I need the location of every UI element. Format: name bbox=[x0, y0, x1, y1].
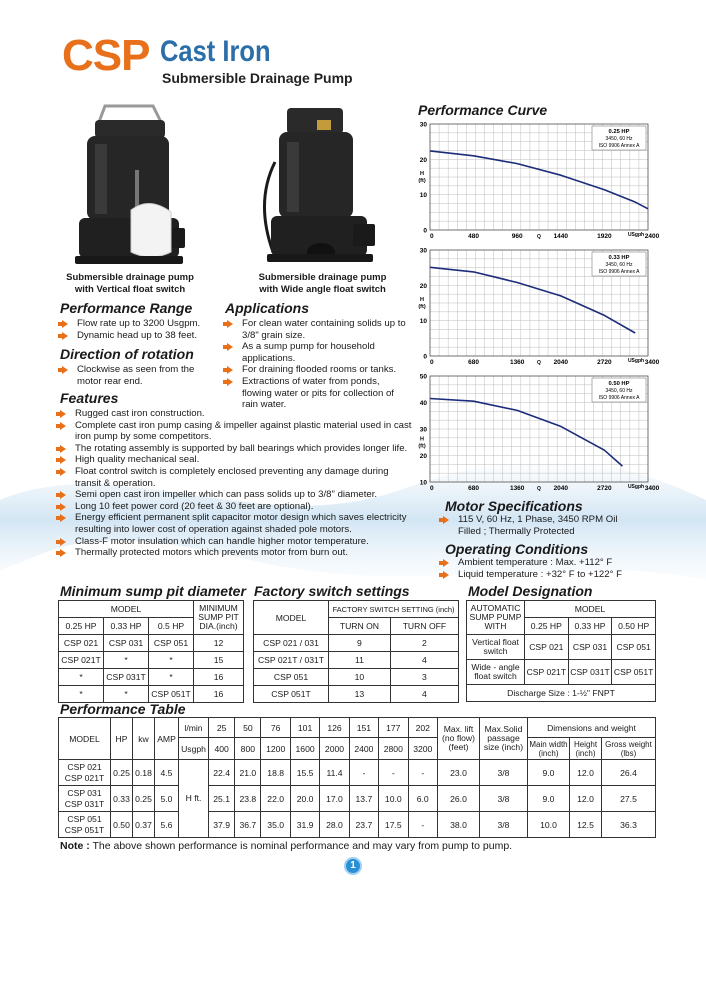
table-cell: 23.7 bbox=[349, 812, 378, 838]
x-tick-label: 960 bbox=[511, 233, 523, 240]
table-cell: 20.0 bbox=[290, 786, 319, 812]
table-cell: 36.7 bbox=[235, 812, 261, 838]
model-name: CSP 051 bbox=[67, 813, 102, 824]
perf-kw-header: kw bbox=[133, 718, 155, 760]
lmin-cell: 177 bbox=[379, 718, 408, 738]
y-axis-unit: (ft) bbox=[418, 304, 426, 310]
table-cell: 13.7 bbox=[349, 786, 378, 812]
table-row bbox=[59, 786, 656, 812]
x-tick-label: 0 bbox=[430, 233, 434, 240]
table-cell: * bbox=[59, 686, 104, 703]
product-subtitle: Submersible Drainage Pump bbox=[162, 70, 353, 86]
designation-col-header: 0.33 HP bbox=[568, 618, 612, 635]
applications-list bbox=[225, 318, 410, 411]
performance-table-heading: Performance Table bbox=[60, 701, 186, 717]
usgph-cell: 1600 bbox=[290, 738, 319, 760]
table-cell: 17.0 bbox=[320, 786, 349, 812]
table-cell: Wide - angle float switch bbox=[467, 660, 525, 685]
table-cell: 9.0 bbox=[528, 786, 570, 812]
legend-line: 0.33 HP bbox=[608, 255, 630, 261]
table-cell: CSP 021 / 031 bbox=[254, 635, 329, 652]
table-cell: * bbox=[104, 686, 149, 703]
table-cell: 12.5 bbox=[570, 812, 602, 838]
table-cell: 11 bbox=[329, 652, 391, 669]
list-item: Rugged cast iron construction. bbox=[58, 408, 415, 420]
conditions-heading: Operating Conditions bbox=[445, 541, 589, 557]
perf-width-header: Main width (inch) bbox=[529, 739, 568, 758]
perf-weight-header: Gross weight (lbs) bbox=[602, 738, 656, 760]
performance-curve-line bbox=[430, 267, 635, 333]
table-cell bbox=[59, 760, 111, 786]
table-cell: CSP 051T bbox=[254, 686, 329, 703]
usgph-cell: 800 bbox=[235, 738, 261, 760]
y-tick-label: 10 bbox=[419, 479, 427, 487]
table-cell: CSP 021T bbox=[525, 660, 569, 685]
list-item: Float control switch is completely enclosed preventing any damage during transit & operation. bbox=[58, 466, 415, 489]
table-cell: 23.0 bbox=[438, 760, 480, 786]
model-name: CSP 021 bbox=[67, 761, 102, 772]
page-number: 1 bbox=[344, 857, 362, 875]
table-row bbox=[467, 635, 656, 660]
legend-line: ISO 9906 Annex A bbox=[598, 269, 640, 275]
table-row bbox=[254, 635, 459, 652]
table-cell: 0.50 bbox=[111, 812, 133, 838]
table-cell: 0.25 bbox=[111, 760, 133, 786]
y-tick-label: 10 bbox=[419, 318, 427, 326]
table-row bbox=[59, 760, 656, 786]
performance-range-heading: Performance Range bbox=[60, 300, 193, 316]
table-cell: 2 bbox=[390, 635, 458, 652]
usgph-cell: 400 bbox=[209, 738, 235, 760]
factory-switch-table bbox=[253, 600, 459, 703]
y-tick-label: 30 bbox=[419, 426, 427, 434]
y-tick-label: 20 bbox=[419, 453, 427, 460]
legend-line: ISO 9906 Annex A bbox=[598, 395, 640, 401]
factory-setting-header: FACTORY SWITCH SETTING (inch) bbox=[329, 601, 459, 618]
x-tick-label: 680 bbox=[468, 485, 480, 492]
list-item: Dynamic head up to 38 feet. bbox=[60, 330, 230, 342]
y-axis-label: H bbox=[420, 436, 424, 443]
legend-line: 0.50 HP bbox=[608, 381, 630, 387]
table-row bbox=[254, 669, 459, 686]
x-tick-label: 2040 bbox=[553, 485, 569, 492]
legend-line: 3450, 60 Hz bbox=[605, 136, 633, 142]
table-row bbox=[254, 652, 459, 669]
table-cell: 31.9 bbox=[290, 812, 319, 838]
list-item: Long 10 feet power cord (20 feet & 30 feet are optional). bbox=[58, 501, 415, 513]
table-cell: 12.0 bbox=[570, 760, 602, 786]
y-axis-unit: (ft) bbox=[418, 443, 426, 450]
table-cell: CSP 031 bbox=[568, 635, 612, 660]
x-tick-label: 2040 bbox=[553, 359, 569, 366]
sump-pit-col-header: 0.5 HP bbox=[149, 618, 194, 635]
list-item: Flow rate up to 3200 Usgpm. bbox=[60, 318, 230, 330]
table-cell: 21.0 bbox=[235, 760, 261, 786]
perf-hp-header: HP bbox=[111, 718, 133, 760]
usgph-cell: 1200 bbox=[261, 738, 290, 760]
table-cell: CSP 051 bbox=[254, 669, 329, 686]
list-item: High quality mechanical seal. bbox=[58, 454, 415, 466]
list-item: Thermally protected motors which prevents motor from burn out. bbox=[58, 547, 415, 559]
legend-line: 0.25 HP bbox=[608, 129, 630, 135]
usgph-cell: 2800 bbox=[379, 738, 408, 760]
table-cell: 26.0 bbox=[438, 786, 480, 812]
x-axis-unit: USgph bbox=[627, 232, 645, 238]
table-cell: CSP 021 bbox=[525, 635, 569, 660]
table-cell: 22.0 bbox=[261, 786, 290, 812]
pump1-caption-line1: Submersible drainage pump bbox=[66, 272, 194, 283]
table-cell: 16 bbox=[194, 686, 244, 703]
usgph-cell: 2000 bbox=[320, 738, 349, 760]
table-cell: 11.4 bbox=[320, 760, 349, 786]
lmin-cell: 151 bbox=[349, 718, 378, 738]
table-cell: CSP 021T bbox=[59, 652, 104, 669]
table-cell: 12 bbox=[194, 635, 244, 652]
x-axis-label: Q bbox=[537, 360, 541, 366]
y-axis-unit: (ft) bbox=[418, 178, 426, 184]
y-tick-label: 30 bbox=[419, 121, 427, 129]
table-cell: 3/8 bbox=[480, 760, 528, 786]
pump-wide-angle-float-image bbox=[255, 102, 385, 270]
perf-dims-header: Dimensions and weight bbox=[528, 718, 656, 738]
perf-lmin-header: l/min bbox=[179, 718, 209, 738]
table-cell: CSP 031T bbox=[568, 660, 612, 685]
perf-usgph-header: Usgph bbox=[179, 738, 209, 760]
discharge-size: Discharge Size : 1-½" FNPT bbox=[467, 685, 656, 702]
performance-range-list bbox=[60, 318, 230, 341]
x-tick-label: 2720 bbox=[597, 485, 612, 492]
y-tick-label: 20 bbox=[419, 282, 427, 290]
table-cell: 15 bbox=[194, 652, 244, 669]
legend-line: 3450, 60 Hz bbox=[605, 262, 633, 268]
table-cell: 26.4 bbox=[602, 760, 656, 786]
brand-title: CSP bbox=[62, 31, 150, 80]
x-tick-label: 0 bbox=[430, 485, 434, 492]
pump1-caption-line2: with Vertical float switch bbox=[74, 284, 186, 295]
list-item: Class-F motor insulation which can handle higher motor temperature. bbox=[58, 536, 415, 548]
table-cell: 38.0 bbox=[438, 812, 480, 838]
table-cell: 3/8 bbox=[480, 786, 528, 812]
list-item: Semi open cast iron impeller which can pass solids up to 3/8" diameter. bbox=[58, 489, 415, 501]
x-tick-label: 3400 bbox=[644, 359, 660, 366]
table-cell: 25.1 bbox=[209, 786, 235, 812]
table-cell: CSP 021 bbox=[59, 635, 104, 652]
model-name: CSP 031 bbox=[67, 787, 102, 798]
pump2-caption-line2: with Wide angle float switch bbox=[259, 284, 386, 295]
usgph-cell: 2400 bbox=[349, 738, 378, 760]
note-label: Note : bbox=[60, 840, 90, 852]
table-cell bbox=[59, 786, 111, 812]
table-cell: 0.37 bbox=[133, 812, 155, 838]
list-item: As a sump pump for household applications. bbox=[225, 341, 410, 364]
table-cell: 17.5 bbox=[379, 812, 408, 838]
x-tick-label: 1440 bbox=[553, 233, 569, 240]
sump-pit-table bbox=[58, 600, 244, 703]
table-cell: 27.5 bbox=[602, 786, 656, 812]
x-axis-unit: USgph bbox=[627, 484, 645, 490]
y-tick-label: 40 bbox=[419, 400, 427, 407]
table-cell: 37.9 bbox=[209, 812, 235, 838]
designation-model-header: MODEL bbox=[525, 601, 656, 618]
model-designation-heading: Model Designation bbox=[468, 583, 593, 599]
y-tick-label: 0 bbox=[423, 353, 427, 361]
conditions-list bbox=[441, 557, 661, 580]
table-row bbox=[254, 686, 459, 703]
note bbox=[60, 840, 512, 852]
table-cell: 4.5 bbox=[155, 760, 179, 786]
perf-maxlift-header: Max. lift (no flow) (feet) bbox=[438, 718, 480, 760]
x-tick-label: 480 bbox=[468, 233, 480, 240]
table-cell: Vertical float switch bbox=[467, 635, 525, 660]
y-tick-label: 10 bbox=[419, 192, 427, 200]
factory-model-header: MODEL bbox=[254, 601, 329, 635]
table-cell: 15.5 bbox=[290, 760, 319, 786]
features-heading: Features bbox=[60, 390, 119, 406]
x-axis-label: Q bbox=[537, 234, 541, 240]
table-cell: CSP 031 bbox=[104, 635, 149, 652]
sump-pit-model-header: MODEL bbox=[59, 601, 194, 618]
table-cell: 9 bbox=[329, 635, 391, 652]
x-tick-label: 0 bbox=[430, 359, 434, 366]
sump-pit-heading: Minimum sump pit diameter bbox=[60, 583, 246, 599]
x-axis-label: Q bbox=[537, 486, 541, 492]
table-row bbox=[59, 635, 244, 652]
list-item: Liquid temperature : +32° F to +122° F bbox=[441, 569, 661, 581]
model-name: CSP 031T bbox=[64, 798, 105, 809]
table-cell: 4 bbox=[390, 686, 458, 703]
x-tick-label: 1360 bbox=[509, 359, 525, 366]
performance-curve-heading: Performance Curve bbox=[418, 102, 548, 118]
usgph-cell: 3200 bbox=[408, 738, 438, 760]
table-cell bbox=[59, 812, 111, 838]
table-cell: - bbox=[408, 760, 438, 786]
y-tick-label: 20 bbox=[419, 156, 427, 164]
perf-solid-header: Max.Solid passage size (inch) bbox=[480, 718, 528, 760]
list-item: Complete cast iron pump casing & impeller against plastic material used in cast iron pump by some competitors. bbox=[58, 420, 415, 443]
y-tick-label: 50 bbox=[419, 373, 427, 381]
list-item: Clockwise as seen from the motor rear end. bbox=[60, 364, 220, 387]
perf-model-header: MODEL bbox=[59, 718, 111, 760]
table-cell: 4 bbox=[390, 652, 458, 669]
table-cell: CSP 051T bbox=[612, 660, 656, 685]
model-name: CSP 021T bbox=[64, 772, 105, 783]
table-cell: 5.0 bbox=[155, 786, 179, 812]
table-cell: 6.0 bbox=[408, 786, 438, 812]
perf-height-header: Height (inch) bbox=[570, 738, 602, 760]
table-cell: 16 bbox=[194, 669, 244, 686]
list-item: Energy efficient permanent split capacitor motor design which saves electricity resulting into lower cost of operation against shaded pole motors. bbox=[58, 512, 415, 535]
sump-pit-col-header: 0.33 HP bbox=[104, 618, 149, 635]
table-cell: CSP 031T bbox=[104, 669, 149, 686]
designation-col-header: 0.25 HP bbox=[525, 618, 569, 635]
features-list bbox=[58, 408, 415, 559]
note-text: The above shown performance is nominal performance and may vary from pump to pump. bbox=[92, 840, 513, 852]
model-name: CSP 051T bbox=[64, 824, 105, 835]
table-cell: CSP 051 bbox=[612, 635, 656, 660]
table-cell: 22.4 bbox=[209, 760, 235, 786]
sump-pit-min-header: MINIMUM SUMP PIT DIA.(inch) bbox=[194, 601, 244, 635]
table-cell: 0.18 bbox=[133, 760, 155, 786]
table-cell: 18.8 bbox=[261, 760, 290, 786]
table-cell: 10 bbox=[329, 669, 391, 686]
table-cell: 0.25 bbox=[133, 786, 155, 812]
table-row bbox=[59, 669, 244, 686]
lmin-cell: 101 bbox=[290, 718, 319, 738]
table-cell: 28.0 bbox=[320, 812, 349, 838]
table-cell: CSP 051T bbox=[149, 686, 194, 703]
legend-line: 3450, 60 Hz bbox=[605, 388, 633, 394]
table-cell: CSP 021T / 031T bbox=[254, 652, 329, 669]
sump-pit-col-header: 0.25 HP bbox=[59, 618, 104, 635]
table-cell: * bbox=[104, 652, 149, 669]
list-item: The rotating assembly is supported by ball bearings which provides longer life. bbox=[58, 443, 415, 455]
y-axis-label: H bbox=[420, 171, 424, 177]
table-cell: 23.8 bbox=[235, 786, 261, 812]
table-row bbox=[467, 660, 656, 685]
x-tick-label: 3400 bbox=[644, 485, 660, 492]
x-tick-label: 1920 bbox=[597, 233, 612, 240]
table-cell: * bbox=[149, 669, 194, 686]
model-designation-table bbox=[466, 600, 656, 702]
head-unit-cell: H ft. bbox=[179, 760, 209, 838]
table-cell: 12.0 bbox=[570, 786, 602, 812]
table-cell: - bbox=[379, 760, 408, 786]
designation-auto-header: AUTOMATIC SUMP PUMP WITH bbox=[467, 601, 525, 635]
table-cell: 13 bbox=[329, 686, 391, 703]
designation-col-header: 0.50 HP bbox=[612, 618, 656, 635]
table-cell: - bbox=[349, 760, 378, 786]
table-cell: - bbox=[408, 812, 438, 838]
legend-line: ISO 9906 Annex A bbox=[598, 143, 640, 149]
lmin-cell: 76 bbox=[261, 718, 290, 738]
pump2-caption-line1: Submersible drainage pump bbox=[258, 272, 387, 283]
y-tick-label: 0 bbox=[423, 227, 427, 235]
table-cell: 3 bbox=[390, 669, 458, 686]
y-tick-label: 30 bbox=[419, 247, 427, 255]
table-cell: 35.0 bbox=[261, 812, 290, 838]
lmin-cell: 25 bbox=[209, 718, 235, 738]
lmin-cell: 50 bbox=[235, 718, 261, 738]
product-title: Cast Iron bbox=[160, 35, 271, 68]
x-tick-label: 680 bbox=[468, 359, 480, 366]
rotation-list bbox=[60, 364, 220, 387]
table-cell: * bbox=[149, 652, 194, 669]
factory-off-header: TURN OFF bbox=[390, 618, 458, 635]
pump-vertical-float-image bbox=[65, 100, 195, 270]
rotation-heading: Direction of rotation bbox=[60, 346, 194, 362]
x-tick-label: 2400 bbox=[644, 233, 660, 240]
list-item: For draining flooded rooms or tanks. bbox=[225, 364, 410, 376]
table-row bbox=[59, 652, 244, 669]
factory-switch-heading: Factory switch settings bbox=[254, 583, 410, 599]
applications-heading: Applications bbox=[225, 300, 310, 316]
factory-on-header: TURN ON bbox=[329, 618, 391, 635]
table-cell: 10.0 bbox=[379, 786, 408, 812]
list-item: 115 V, 60 Hz, 1 Phase, 3450 RPM Oil Filled ; Thermally Protected bbox=[441, 514, 641, 537]
table-cell: 0.33 bbox=[111, 786, 133, 812]
lmin-cell: 126 bbox=[320, 718, 349, 738]
performance-curve-charts bbox=[410, 116, 660, 498]
table-cell: 3/8 bbox=[480, 812, 528, 838]
perf-amp-header: AMP bbox=[155, 718, 179, 760]
list-item: Extractions of water from ponds, flowing water or pits for collection of rain water. bbox=[225, 376, 410, 411]
table-cell: * bbox=[59, 669, 104, 686]
pump1-caption bbox=[45, 272, 215, 296]
table-cell: 36.3 bbox=[602, 812, 656, 838]
x-axis-unit: USgph bbox=[627, 358, 645, 364]
motor-spec-heading: Motor Specifications bbox=[445, 498, 583, 514]
table-row bbox=[59, 812, 656, 838]
list-item: For clean water containing solids up to 3/8" grain size. bbox=[225, 318, 410, 341]
table-cell: CSP 051 bbox=[149, 635, 194, 652]
table-cell: 9.0 bbox=[528, 760, 570, 786]
x-tick-label: 1360 bbox=[509, 485, 525, 492]
pump2-caption bbox=[235, 272, 410, 296]
table-cell: 10.0 bbox=[528, 812, 570, 838]
x-tick-label: 2720 bbox=[597, 359, 612, 366]
y-axis-label: H bbox=[420, 297, 424, 303]
lmin-cell: 202 bbox=[408, 718, 438, 738]
performance-table bbox=[58, 717, 656, 838]
table-cell: 5.6 bbox=[155, 812, 179, 838]
list-item: Ambient temperature : Max. +112° F bbox=[441, 557, 661, 569]
motor-spec-list bbox=[441, 514, 641, 537]
table-row bbox=[59, 686, 244, 703]
